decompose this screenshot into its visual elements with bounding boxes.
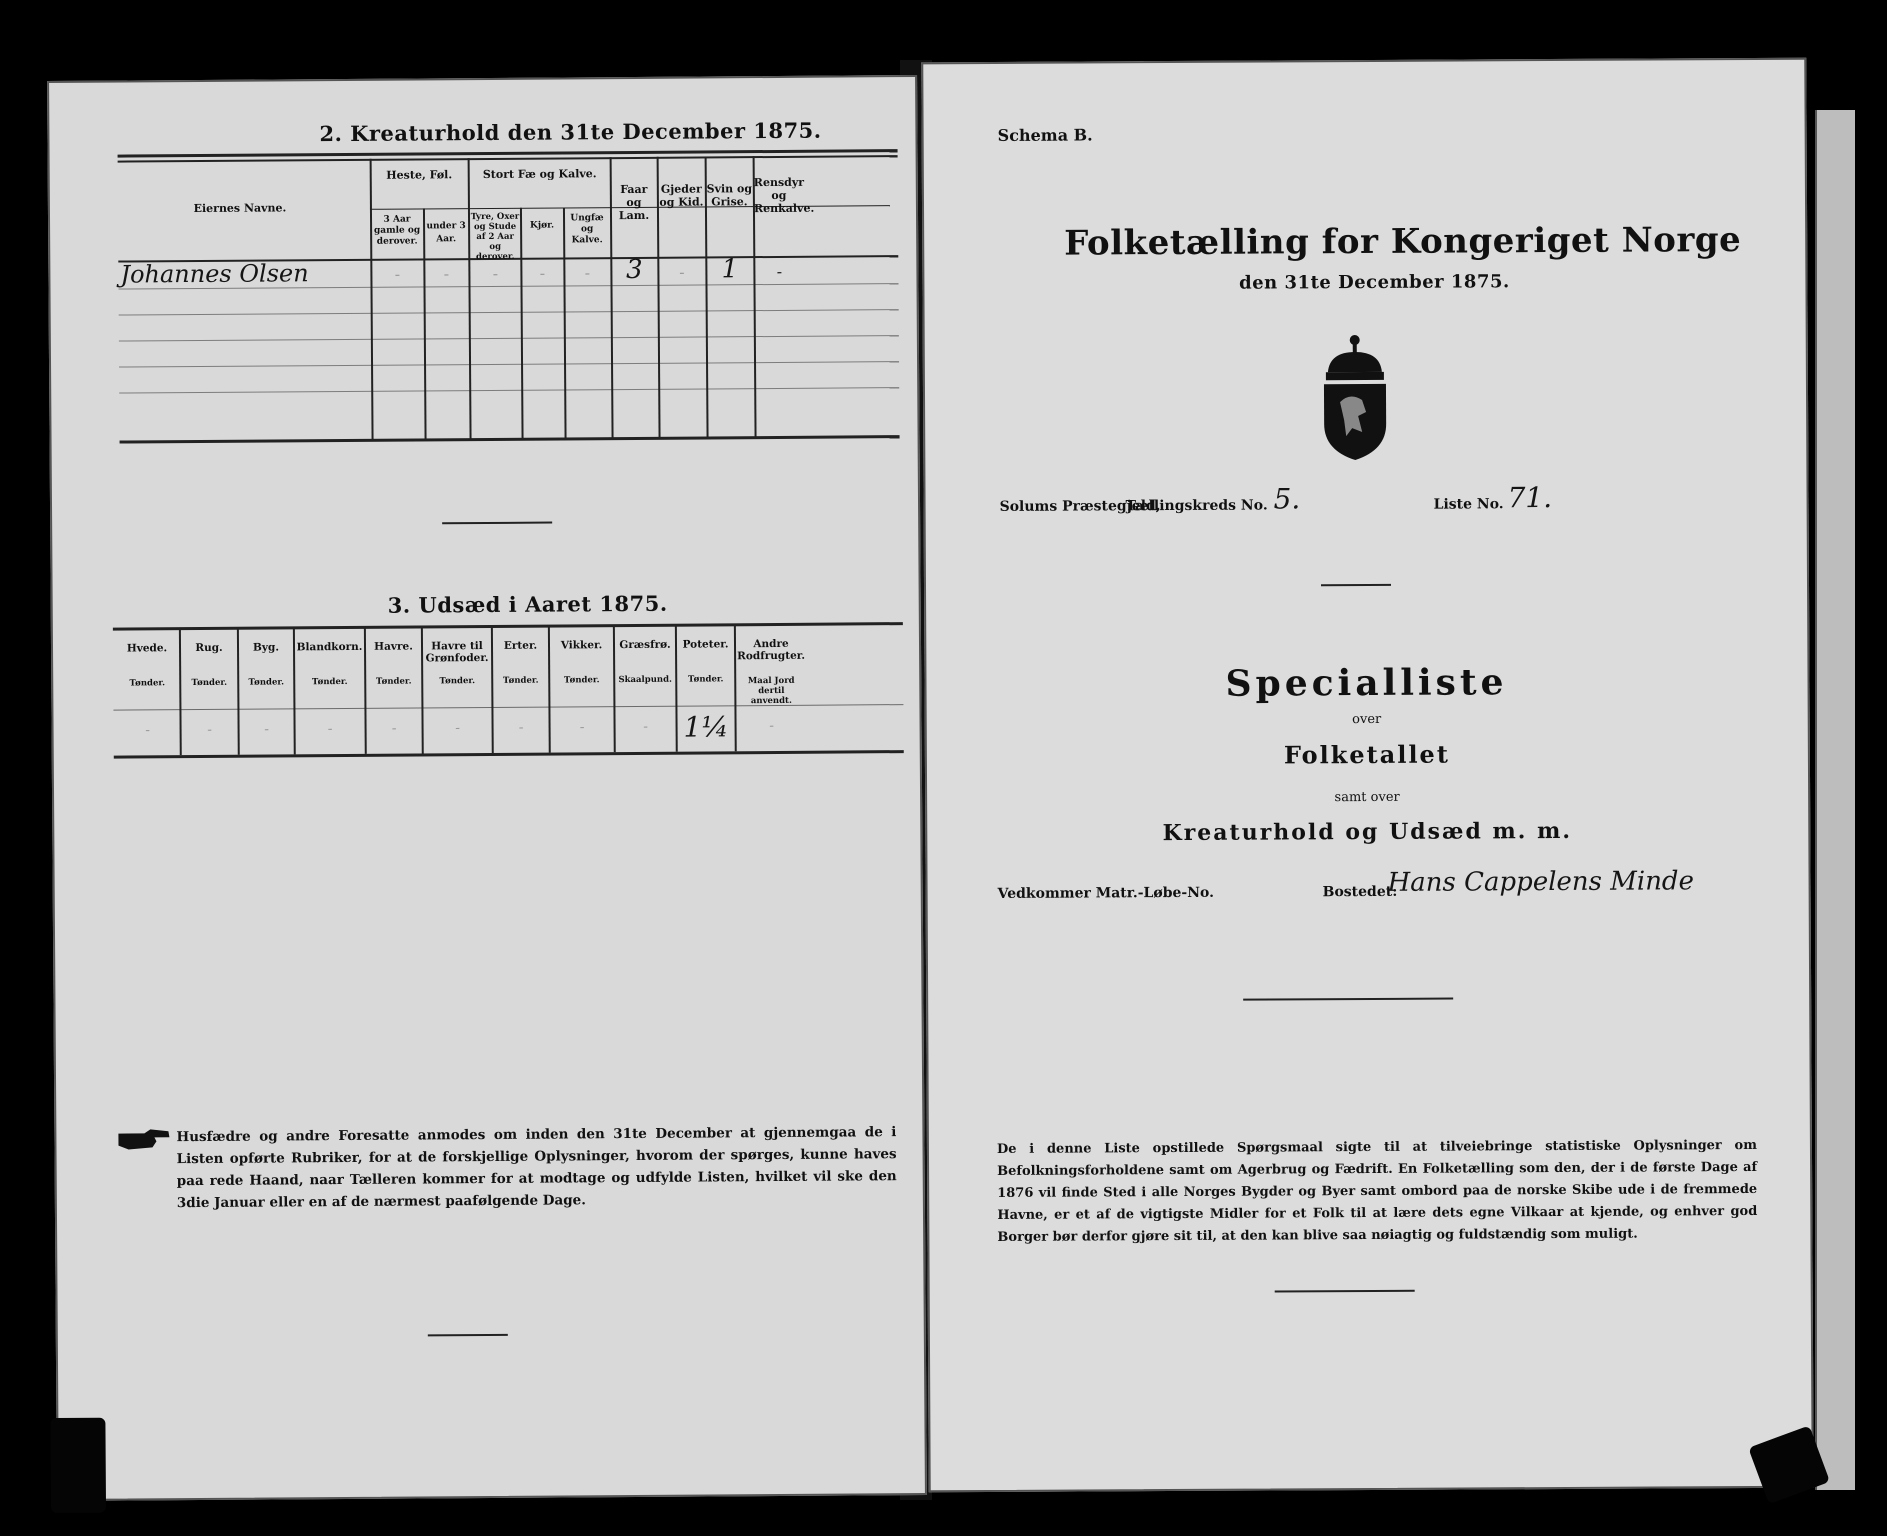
seed-title: 3. Udsæd i Aaret 1875. [387, 590, 668, 618]
folketallet-text: Folketallet [1283, 739, 1450, 770]
header-horses: Heste, Føl. [386, 168, 453, 182]
cell-reindeer: - [776, 261, 783, 281]
samt-over-text: samt over [1334, 789, 1400, 806]
list-label: Liste No. [1433, 496, 1504, 513]
cell-horses-old: - [394, 264, 401, 284]
seed-header: Erter. [503, 639, 538, 652]
coat-of-arms-icon [1310, 332, 1401, 462]
matr-label: Vedkommer Matr.-Løbe-No. [997, 884, 1215, 902]
clip-left [50, 1418, 106, 1513]
seed-header: Andre Rodfrugter. [737, 637, 806, 663]
seed-value: - [327, 721, 333, 738]
seed-value: - [579, 719, 585, 736]
seed-unit: Tønder. [563, 675, 600, 686]
cell-cattle-cows: - [539, 263, 546, 283]
seed-header: Havre til Grønfoder. [425, 640, 489, 665]
district-value: 5. [1273, 482, 1301, 516]
parish-label: Solums Præstegjeld, [999, 498, 1161, 515]
header-cattle-young: Ungfæ og Kalve. [570, 213, 604, 246]
seed-header: Poteter. [682, 638, 729, 651]
list-value: 71. [1507, 481, 1553, 515]
header-owner: Eiernes Navne. [193, 201, 287, 216]
cell-cattle-young: - [584, 263, 591, 283]
seed-value: - [264, 721, 270, 738]
seed-header: Havre. [374, 640, 413, 653]
seed-unit: Tønder. [191, 677, 228, 689]
seed-unit: Tønder. [439, 676, 476, 687]
cell-pigs: 1 [721, 254, 739, 285]
header-horses-young: under 3 Aar. [426, 221, 466, 245]
info-paragraph: De i denne Liste opstillede Spørgsmaal sigte til at tilveiebringe statistiske Oplysninger om Befolkningsforholdene samt om Agerbrug og Fædrift. En Folketælling som den, der i de første Dage af 1876 vil finde Sted i alle Norges Bygder og Byer samt ombord paa de norske Skibe ude i de fremmede Havne, er et af de vigtigste Midler for et Folk til at lære dets egne Vilkaar at kjende, og enhver god Borger bør derfor gjøre sit til, at den kan blive saa nøiagtig og fuldstændig som muligt. [996, 1137, 1758, 1245]
seed-header: Blandkorn. [296, 640, 363, 654]
seed-value: 1¼ [683, 710, 729, 744]
seed-header: Vikker. [560, 639, 603, 652]
seed-value: - [391, 720, 397, 737]
next-page-edge [1815, 110, 1855, 1490]
place-value: Hans Cappelens Minde [1387, 866, 1695, 898]
seed-header: Hvede. [126, 642, 168, 655]
district-label: Tællingskreds No. [1125, 497, 1268, 515]
seed-unit: Tønder. [375, 676, 412, 687]
livestock-title: 2. Kreaturhold den 31te December 1875. [319, 117, 822, 147]
header-cattle: Stort Fæ og Kalve. [482, 167, 597, 182]
header-reindeer: Rensdyr og Renkalve. [753, 175, 815, 216]
seed-header: Byg. [252, 641, 280, 654]
header-horses-old: 3 Aar gamle og derover. [373, 214, 421, 247]
divider [442, 522, 552, 525]
header-cattle-cows: Kjør. [529, 220, 555, 231]
header-pigs: Svin og Grise. [706, 182, 753, 209]
pointing-hand-icon [116, 1127, 171, 1151]
seed-value: - [769, 717, 774, 735]
schema-label: Schema B. [997, 125, 1093, 145]
seed-unit: Tønder. [502, 675, 539, 686]
divider-mid [1243, 998, 1453, 1001]
left-page [47, 75, 927, 1501]
seed-header: Græsfrø. [619, 638, 671, 652]
specialliste-title: Specialliste [1225, 661, 1508, 705]
seed-unit: Tønder. [248, 677, 285, 688]
seed-unit: Skaalpund. [618, 674, 673, 686]
cell-cattle-oxen: - [492, 263, 499, 283]
over-text: over [1352, 711, 1382, 728]
seed-value: - [207, 721, 213, 738]
header-sheep: Faar og Lam. [618, 182, 650, 223]
livestock-line: Kreaturhold og Udsæd m. m. [1162, 817, 1573, 847]
owner-name: Johannes Olsen [120, 259, 309, 289]
header-cattle-oxen: Tyre, Oxer og Stude af 2 Aar og derover. [470, 211, 520, 263]
seed-value: - [518, 719, 524, 736]
seed-value: - [145, 722, 151, 739]
cell-horses-young: - [443, 264, 450, 284]
place-label: Bostedet: [1322, 883, 1398, 901]
seed-value: - [643, 718, 648, 735]
divider-bottom [1275, 1290, 1415, 1293]
cell-goats: - [679, 262, 685, 282]
seed-unit: Tønder. [311, 676, 348, 688]
divider [1321, 584, 1391, 586]
divider-bottom [428, 1334, 508, 1337]
seed-header: Rug. [195, 641, 223, 655]
census-date: den 31te December 1875. [1239, 271, 1510, 294]
right-page [921, 58, 1813, 1493]
seed-unit: Tønder. [129, 678, 166, 689]
header-goats: Gjeder og Kid. [659, 182, 704, 209]
cell-sheep: 3 [626, 254, 643, 286]
notice-text: Husfædre og andre Foresatte anmodes om inden den 31te December at gjennemgaa de i Listen opførte Rubriker, for at de forskjellige Oplysninger, hvorom der spørges, kunne haves paa rede Haand, naar Tælleren kommer for at modtage og udfylde Listen, hvilket vil ske den 3die Januar eller en af de nærmest paafølgende Dage. [176, 1124, 897, 1212]
seed-unit: Tønder. [687, 674, 724, 685]
seed-unit: Maal Jord dertil anvendt. [747, 675, 795, 707]
seed-value: - [455, 720, 460, 737]
census-title: Folketælling for Kongeriget Norge [1064, 220, 1742, 264]
